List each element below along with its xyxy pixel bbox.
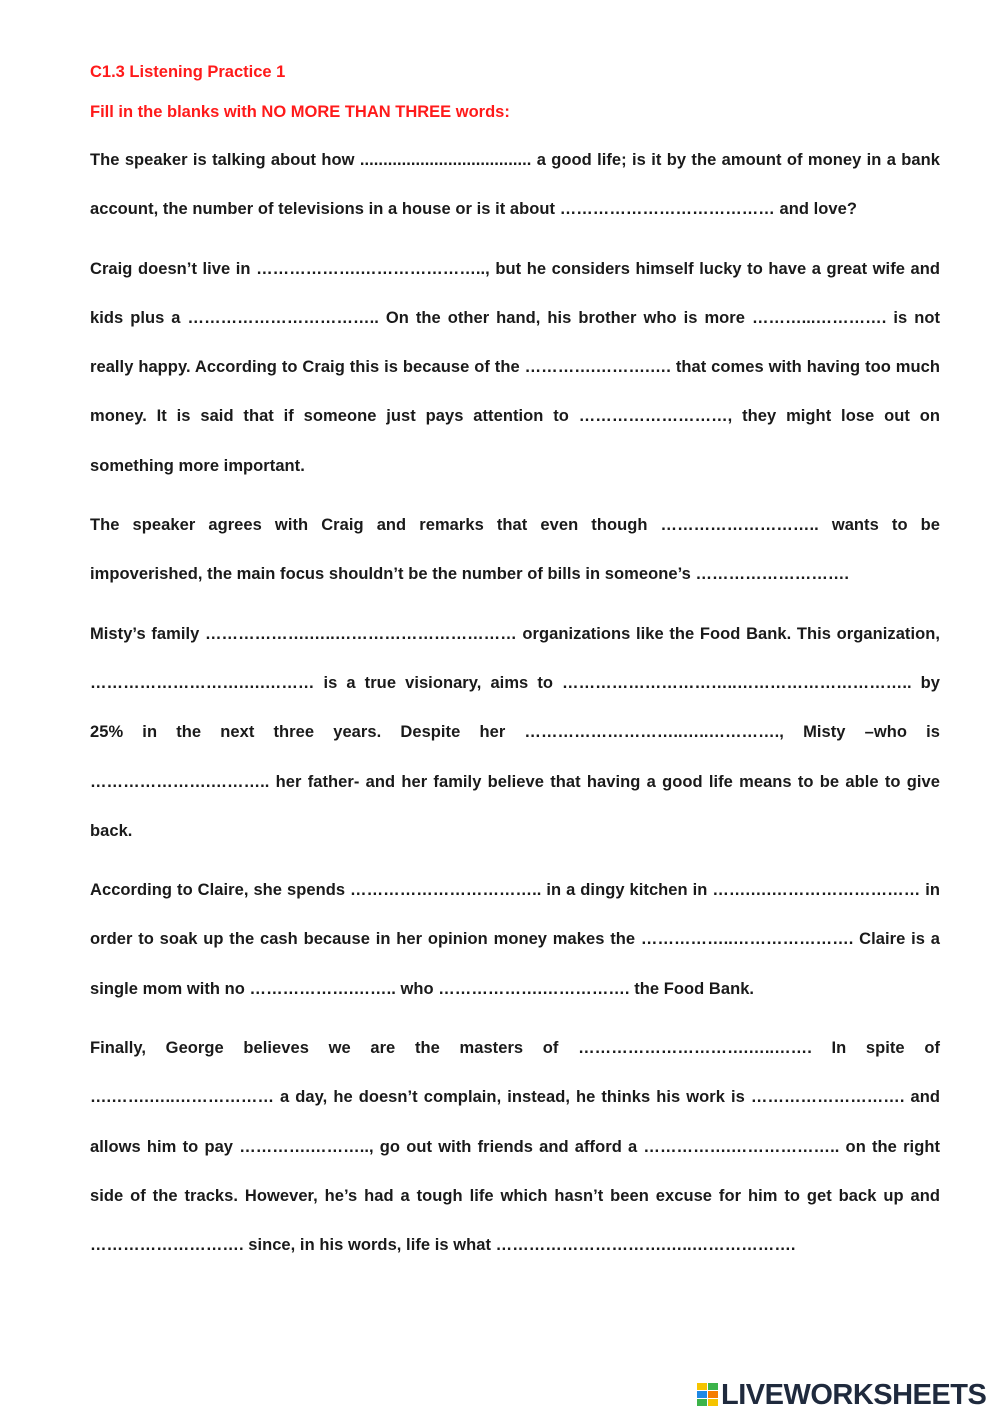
worksheet — [90, 60, 940, 1281]
liveworksheets-logo-text: LIVEWORKSHEETS — [721, 1379, 987, 1411]
paragraph-george: Finally, George believes we are the masters of ………………………….…..……. In spite of ….…….…..……………… a day, he doesn’t complain, instead, he thinks his work is ………………………. and allows him to pay ………….……….., go out with friends and afford a …………….……………….. on the right side of the tracks. However, he’s had a tough life which hasn’t been excuse for him to get back up and ………………………. since, in his words, life is what ………………………….…..………………. — [90, 1039, 940, 1255]
paragraph-claire: According to Claire, she spends …………………………….. in a dingy kitchen in …….….……………………… in order to soak up the cash because in her opinion money makes the ……………..…………………. Claire is a single mom with no ……………….…….. who ……………….……………. the Food Bank. — [90, 881, 940, 998]
liveworksheets-logo-icon — [697, 1382, 719, 1408]
paragraph-misty: Misty’s family ……………….…..…………………………… organizations like the Food Bank. This organization, ……………………….….……… is a true visionary, aims to …………………………..………………………….. by 25% in the next three years. Despite her ………………………..…..…………., Misty –who is ………………….……….. her father- and her family believe that having a good life means to be able to give back. — [90, 624, 940, 840]
paragraph-speaker-agrees: The speaker agrees with Craig and remarks that even though ……………………….. wants to be impoverished, the main focus shouldn’t be the number of bills in someone’s ………………………. — [90, 516, 940, 584]
paragraph-craig: Craig doesn’t live in ……………….………………….., but he considers himself lucky to have a great wife and kids plus a …………………………….. On the other hand, his brother who is more ………...…………. is not really happy. According to Craig this is because of the ………….……….…. that comes with having too much money. It is said that if someone just pays attention to ………………………, they might lose out on something more important. — [90, 259, 940, 475]
liveworksheets-logo[interactable] — [697, 1378, 986, 1412]
worksheet-title: C1.3 Listening Practice 1 — [90, 63, 286, 81]
worksheet-instruction: Fill in the blanks with NO MORE THAN THREE words: — [90, 103, 510, 121]
paragraph-intro: The speaker is talking about how ..................................... a good life; is it by the amount of money in a bank account, the number of televisions in a house or is it about ………………………………… and love? — [90, 151, 940, 219]
